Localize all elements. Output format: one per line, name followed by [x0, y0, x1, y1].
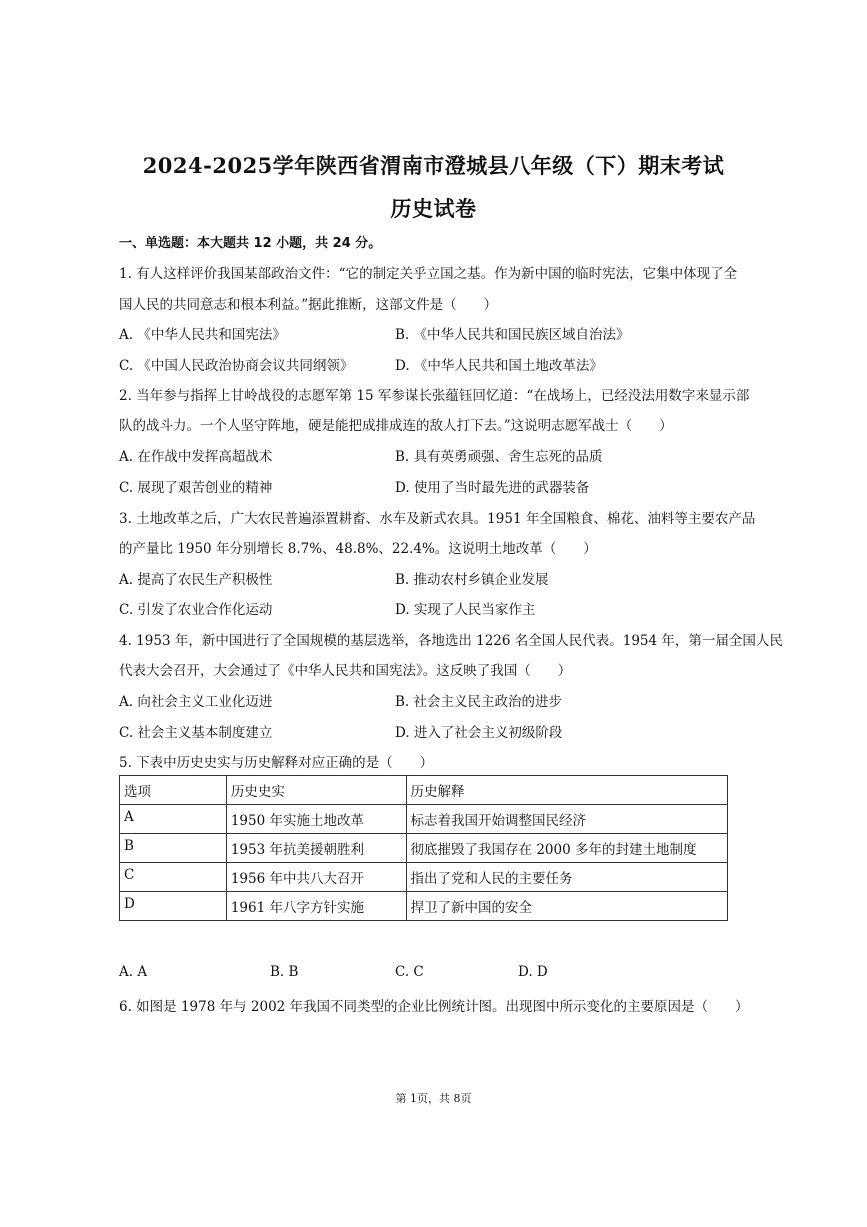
- question-4-option-b: B. 社会主义民主政治的进步: [395, 694, 563, 710]
- table-cell: 标志着我国开始调整国民经济: [406, 805, 727, 834]
- section-heading: 一、单选题：本大题共 12 小题，共 24 分。: [119, 236, 382, 251]
- question-2-option-b: B. 具有英勇顽强、舍生忘死的品质: [395, 449, 603, 465]
- table-cell: 指出了党和人民的主要任务: [406, 863, 727, 892]
- question-1-option-d: D. 《中华人民共和国土地改革法》: [395, 358, 603, 374]
- exam-subtitle: 历史试卷: [390, 196, 477, 221]
- table-row: [120, 863, 728, 892]
- question-3-line-1: 3. 土地改革之后，广大农民普遍添置耕畜、水车及新式农具。1951 年全国粮食、棉花、油料等主要农产品: [119, 511, 756, 527]
- question-6-stem: 6. 如图是 1978 年与 2002 年我国不同类型的企业比例统计图。出现图中所示变化的主要原因是（ ）: [119, 999, 749, 1015]
- question-5-stem: 5. 下表中历史史实与历史解释对应正确的是（ ）: [119, 755, 434, 771]
- question-3-option-d: D. 实现了人民当家作主: [395, 602, 536, 618]
- question-1-option-b: B. 《中华人民共和国民族区域自治法》: [395, 327, 630, 343]
- table-cell: 1956 年中共八大召开: [226, 863, 406, 892]
- question-3-option-b: B. 推动农村乡镇企业发展: [395, 572, 549, 588]
- question-2-option-d: D. 使用了当时最先进的武器装备: [395, 480, 590, 496]
- table-cell: 1950 年实施土地改革: [226, 805, 406, 834]
- table-row: [120, 834, 728, 863]
- table-cell: B: [120, 834, 227, 863]
- table-cell: 彻底摧毁了我国存在 2000 多年的封建土地制度: [406, 834, 727, 863]
- table-cell: A: [120, 805, 227, 834]
- page-footer: 第 1页，共 8页: [395, 1092, 472, 1105]
- question-3-line-2: 的产量比 1950 年分别增长 8.7%、48.8%、22.4%。这说明土地改革（ ）: [119, 541, 597, 557]
- question-4-option-c: C. 社会主义基本制度建立: [119, 725, 273, 741]
- question-4-line-1: 4. 1953 年，新中国进行了全国规模的基层选举，各地选出 1226 名全国人民代表。1954 年，第一届全国人民: [119, 633, 783, 649]
- question-2-option-c: C. 展现了艰苦创业的精神: [119, 480, 273, 496]
- question-1-option-a: A. 《中华人民共和国宪法》: [119, 327, 286, 343]
- question-5-option-a: A. A: [119, 964, 148, 980]
- question-5-option-d: D. D: [518, 964, 548, 980]
- question-1-line-2: 国人民的共同意志和根本利益。”据此推断，这部文件是（ ）: [119, 297, 498, 313]
- question-5-option-c: C. C: [395, 964, 424, 980]
- question-1-option-c: C. 《中国人民政治协商会议共同纲领》: [119, 358, 354, 374]
- table-header-row: [120, 776, 728, 805]
- table-cell: 1953 年抗美援朝胜利: [226, 834, 406, 863]
- question-4-line-2: 代表大会召开，大会通过了《中华人民共和国宪法》。这反映了我国（ ）: [119, 663, 572, 679]
- table-header-cell: 历史解释: [406, 776, 727, 805]
- question-2-line-2: 队的战斗力。一个人坚守阵地，硬是能把成排成连的敌人打下去。”这说明志愿军战士（ ）: [119, 418, 673, 434]
- table-cell: C: [120, 863, 227, 892]
- table-row: [120, 805, 728, 834]
- table-cell: 1961 年八字方针实施: [226, 892, 406, 921]
- question-2-option-a: A. 在作战中发挥高超战术: [119, 449, 273, 465]
- question-1-line-1: 1. 有人这样评价我国某部政治文件：“它的制定关乎立国之基。作为新中国的临时宪法，它集中体现了全: [119, 266, 738, 282]
- question-5-option-b: B. B: [270, 964, 299, 980]
- history-table: [119, 775, 728, 921]
- question-2-line-1: 2. 当年参与指挥上甘岭战役的志愿军第 15 军参谋长张蕴钰回忆道：“在战场上，已经没法用数字来显示部: [119, 388, 750, 404]
- exam-title: 2024-2025学年陕西省渭南市澄城县八年级（下）期末考试: [142, 153, 725, 178]
- question-4-option-a: A. 向社会主义工业化迈进: [119, 694, 273, 710]
- question-3-option-a: A. 提高了农民生产积极性: [119, 572, 273, 588]
- table-row: [120, 892, 728, 921]
- table-cell: 捍卫了新中国的安全: [406, 892, 727, 921]
- question-3-option-c: C. 引发了农业合作化运动: [119, 602, 273, 618]
- table-header-cell: 历史史实: [226, 776, 406, 805]
- table-header-cell: 选项: [120, 776, 227, 805]
- question-4-option-d: D. 进入了社会主义初级阶段: [395, 725, 563, 741]
- table-cell: D: [120, 892, 227, 921]
